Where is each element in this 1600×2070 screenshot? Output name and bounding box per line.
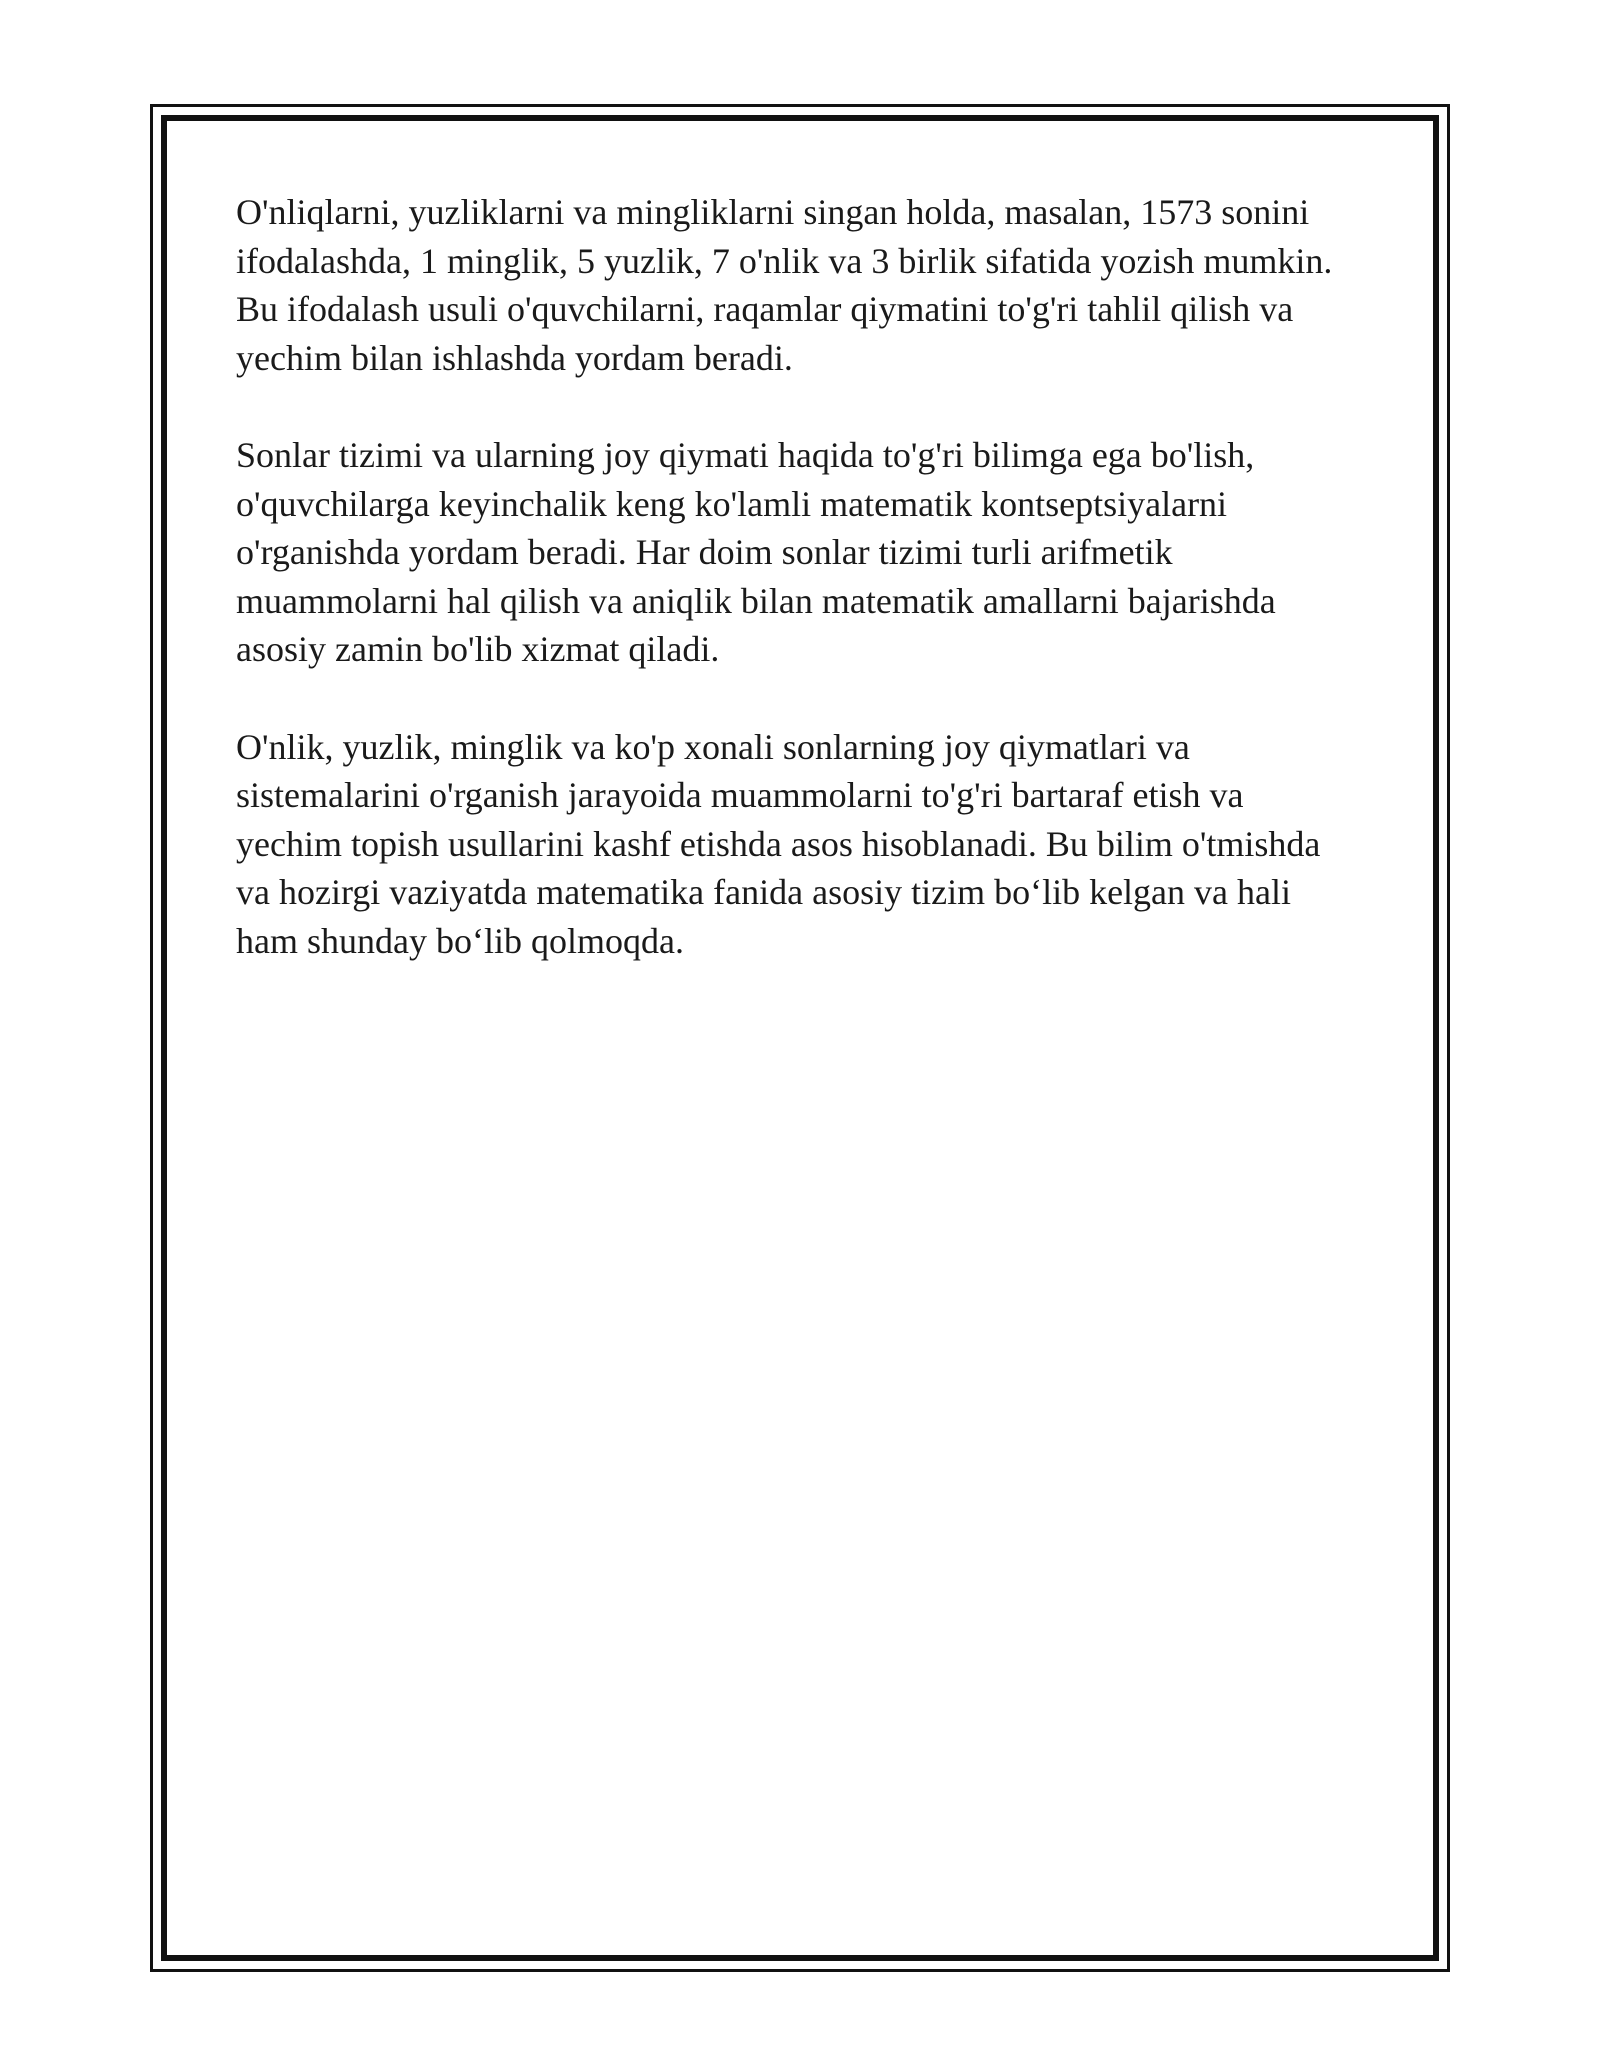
text-line: Bu ifodalash usuli o'quvchilarni, raqamlar qiymatini to'g'ri tahlil qilish va (236, 289, 1294, 329)
text-line: sistemalarini o'rganish jarayoida muammolarni to'g'ri bartaraf etish va (236, 775, 1244, 815)
text-line: asosiy zamin bo'lib xizmat qiladi. (236, 629, 720, 669)
text-line: ifodalashda, 1 minglik, 5 yuzlik, 7 o'nlik va 3 birlik sifatida yozish mumkin. (236, 240, 1333, 281)
text-line: o'quvchilarga keyinchalik keng ko'lamli matematik kontseptsiyalarni (236, 483, 1228, 524)
text-line: yechim bilan ishlashda yordam beradi. (236, 337, 793, 378)
paragraph-number-system-knowledge (236, 431, 1366, 674)
text-line: va hozirgi vaziyatda matematika fanida asosiy tizim bo‘lib kelgan va hali (236, 872, 1291, 912)
document-body (236, 188, 1366, 1014)
text-line: Sonlar tizimi va ularning joy qiymati haqida to'g'ri bilimga ega bo'lish, (236, 435, 1255, 475)
text-line: muammolarni hal qilish va aniqlik bilan matematik amallarni bajarishda (236, 580, 1276, 621)
paragraph-place-value-example (236, 188, 1366, 382)
text-line: O'nlik, yuzlik, minglik va ko'p xonali sonlarning joy qiymatlari va (236, 726, 1190, 767)
text-line: yechim topish usullarini kashf etishda asos hisoblanadi. Bu bilim o'tmishda (236, 823, 1321, 864)
paragraph-multidigit-numbers (236, 723, 1366, 966)
text-line: O'nliqlarni, yuzliklarni va mingliklarni singan holda, masalan, 1573 sonini (236, 192, 1310, 232)
text-line: ham shunday bo‘lib qolmoqda. (236, 920, 684, 961)
text-line: o'rganishda yordam beradi. Har doim sonlar tizimi turli arifmetik (236, 532, 1173, 572)
